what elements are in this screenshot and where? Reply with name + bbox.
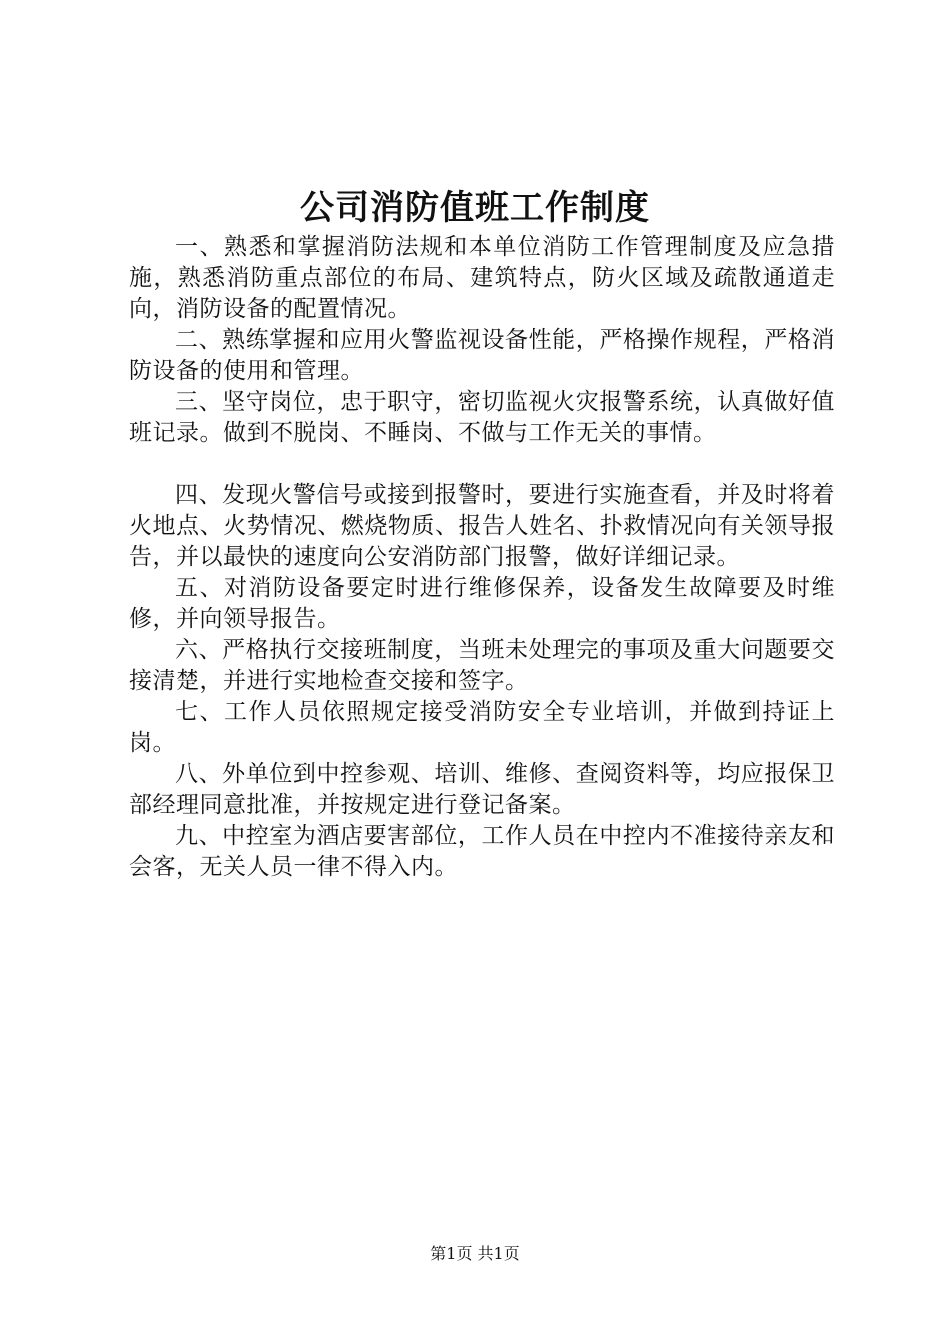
page-footer: 第1页 共1页 bbox=[430, 1244, 520, 1263]
paragraph-6: 六、严格执行交接班制度，当班未处理完的事项及重大问题要交接清楚，并进行实地检查交接和签字。 bbox=[129, 637, 835, 694]
paragraph-1: 一、熟悉和掌握消防法规和本单位消防工作管理制度及应急措施，熟悉消防重点部位的布局、建筑特点，防火区域及疏散通道走向，消防设备的配置情况。 bbox=[129, 234, 835, 322]
page-title: 公司消防值班工作制度 bbox=[300, 188, 650, 228]
paragraph-4: 四、发现火警信号或接到报警时，要进行实施查看，并及时将着火地点、火势情况、燃烧物质、报告人姓名、扑救情况向有关领导报告，并以最快的速度向公安消防部门报警，做好详细记录。 bbox=[129, 482, 835, 570]
document-body bbox=[129, 232, 835, 883]
paragraph-5: 五、对消防设备要定时进行维修保养，设备发生故障要及时维修，并向领导报告。 bbox=[129, 575, 835, 632]
paragraph-8: 八、外单位到中控参观、培训、维修、查阅资料等，均应报保卫部经理同意批准，并按规定进行登记备案。 bbox=[129, 761, 835, 818]
paragraph-9: 九、中控室为酒店要害部位，工作人员在中控内不准接待亲友和会客，无关人员一律不得入内。 bbox=[129, 823, 835, 880]
paragraph-3: 三、坚守岗位，忠于职守，密切监视火灾报警系统，认真做好值班记录。做到不脱岗、不睡岗、不做与工作无关的事情。 bbox=[129, 389, 835, 446]
paragraph-7: 七、工作人员依照规定接受消防安全专业培训，并做到持证上岗。 bbox=[129, 699, 835, 756]
paragraph-2: 二、熟练掌握和应用火警监视设备性能，严格操作规程，严格消防设备的使用和管理。 bbox=[129, 327, 835, 384]
